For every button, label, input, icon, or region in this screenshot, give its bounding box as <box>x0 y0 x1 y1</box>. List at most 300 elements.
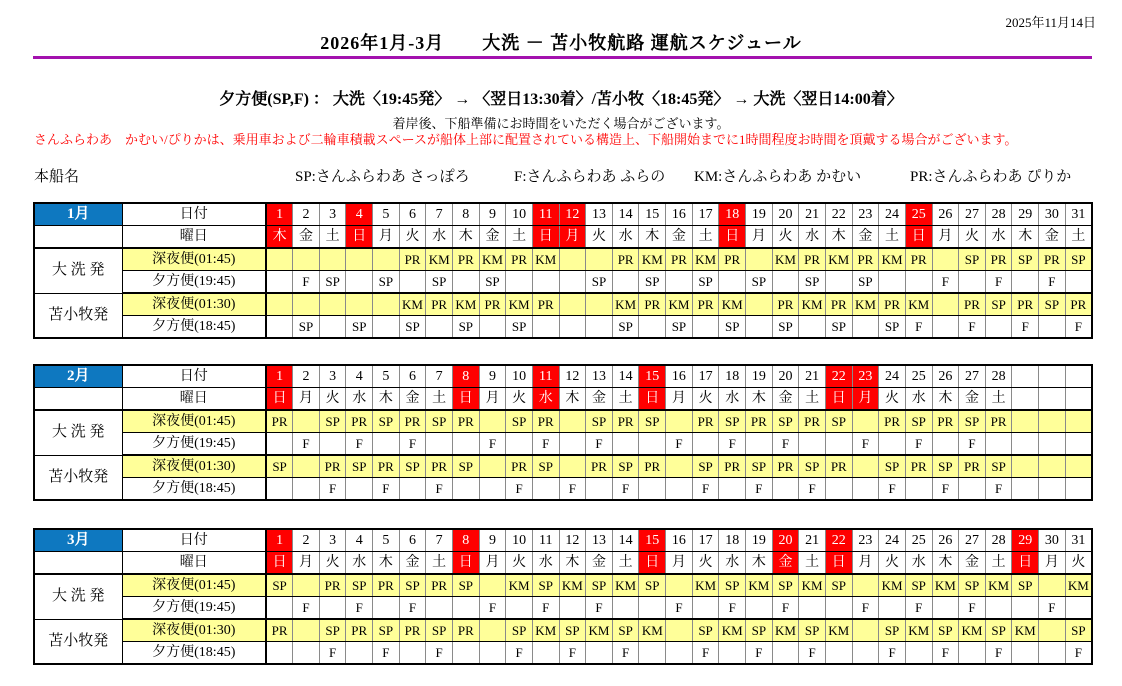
ship-cell: F <box>506 642 533 665</box>
date-cell: 8 <box>452 203 479 226</box>
date-cell: 29 <box>1012 203 1039 226</box>
ship-cell: SP <box>1065 619 1092 642</box>
ship-cell <box>1012 433 1039 456</box>
ship-cell: PR <box>506 248 533 271</box>
ship-cell: PR <box>399 248 426 271</box>
weekday-cell: 月 <box>293 552 320 575</box>
weekday-row <box>34 552 1092 575</box>
oarai-evening-row <box>34 433 1092 456</box>
date-cell: 1 <box>266 203 293 226</box>
ship-cell: F <box>719 433 746 456</box>
weekday-cell: 水 <box>985 226 1012 249</box>
ship-cell: SP <box>479 271 506 294</box>
weekday-cell: 日 <box>266 388 293 411</box>
ship-cell <box>825 478 852 501</box>
ship-cell <box>985 316 1012 339</box>
ship-cell: SP <box>266 455 293 478</box>
ship-cell: PR <box>319 455 346 478</box>
schedule-table-march <box>33 528 1093 665</box>
ship-cell <box>852 619 879 642</box>
ship-cell <box>559 248 586 271</box>
ship-cell: PR <box>399 410 426 433</box>
weekday-cell: 日 <box>825 552 852 575</box>
ship-cell: KM <box>612 293 639 316</box>
date-row-header: 日付 <box>122 529 266 552</box>
ship-cell <box>452 271 479 294</box>
ship-cell <box>586 293 613 316</box>
ship-cell <box>399 478 426 501</box>
weekday-cell: 木 <box>559 388 586 411</box>
ship-cell: SP <box>825 574 852 597</box>
weekday-cell: 日 <box>452 552 479 575</box>
ship-cell: SP <box>879 455 906 478</box>
date-cell: 24 <box>879 203 906 226</box>
ship-cell: PR <box>905 248 932 271</box>
ship-cell <box>692 597 719 620</box>
weekday-cell: 水 <box>532 552 559 575</box>
ship-cell: F <box>719 597 746 620</box>
date-cell: 2 <box>293 203 320 226</box>
ship-cell: KM <box>772 248 799 271</box>
ship-cell: SP <box>373 271 400 294</box>
ship-cell: SP <box>692 455 719 478</box>
date-cell: 2 <box>293 365 320 388</box>
ship-cell <box>1065 433 1092 456</box>
date-cell: 28 <box>985 203 1012 226</box>
ship-cell: PR <box>346 619 373 642</box>
ship-cell: F <box>879 478 906 501</box>
ship-cell <box>559 597 586 620</box>
weekday-row <box>34 388 1092 411</box>
ship-cell: KM <box>905 293 932 316</box>
ship-cell <box>772 478 799 501</box>
oarai-midnight-row <box>34 410 1092 433</box>
ship-cell: SP <box>319 271 346 294</box>
ship-cell <box>479 619 506 642</box>
ship-cell <box>373 248 400 271</box>
weekday-cell: 土 <box>1065 226 1092 249</box>
ship-cell <box>719 642 746 665</box>
weekday-cell: 土 <box>612 388 639 411</box>
ship-cell: SP <box>426 271 453 294</box>
ship-cell: F <box>959 597 986 620</box>
ship-cell <box>399 271 426 294</box>
ship-cell <box>479 478 506 501</box>
weekday-cell: 水 <box>719 388 746 411</box>
ship-cell <box>559 293 586 316</box>
ship-cell: SP <box>799 455 826 478</box>
ship-cell: KM <box>639 619 666 642</box>
weekday-cell: 月 <box>746 226 773 249</box>
ship-cell <box>1065 410 1092 433</box>
ship-cell: F <box>905 316 932 339</box>
ship-cell: SP <box>346 316 373 339</box>
ship-cell <box>266 433 293 456</box>
date-cell: 7 <box>426 203 453 226</box>
port-label-tomakomai: 苫小牧発 <box>34 455 122 500</box>
ship-cell: SP <box>959 248 986 271</box>
ship-cell <box>373 316 400 339</box>
ship-cell: PR <box>532 410 559 433</box>
date-cell: 26 <box>932 365 959 388</box>
ship-cell <box>293 642 320 665</box>
date-cell: 27 <box>959 365 986 388</box>
ship-cell: SP <box>905 410 932 433</box>
title-rule <box>33 56 1092 59</box>
date-cell: 24 <box>879 365 906 388</box>
ship-cell: F <box>932 642 959 665</box>
ship-cell: SP <box>639 574 666 597</box>
weekday-cell: 日 <box>905 226 932 249</box>
date-cell: 30 <box>1039 529 1066 552</box>
ship-cell <box>666 574 693 597</box>
date-cell: 15 <box>639 203 666 226</box>
ship-cell: F <box>692 642 719 665</box>
ship-cell: SP <box>586 574 613 597</box>
ship-cell <box>932 597 959 620</box>
weekday-row <box>34 226 1092 249</box>
ship-cell: SP <box>692 619 719 642</box>
ship-cell: PR <box>452 410 479 433</box>
ship-cell: KM <box>932 574 959 597</box>
ship-cell: PR <box>586 455 613 478</box>
weekday-cell: 土 <box>612 552 639 575</box>
ship-cell: PR <box>426 293 453 316</box>
ship-cell: SP <box>1039 293 1066 316</box>
weekday-cell: 火 <box>1065 552 1092 575</box>
weekday-cell: 火 <box>692 388 719 411</box>
date-cell: 3 <box>319 365 346 388</box>
weekday-cell: 火 <box>586 226 613 249</box>
weekday-cell: 木 <box>825 226 852 249</box>
ship-cell: SP <box>879 316 906 339</box>
weekday-cell <box>1039 388 1066 411</box>
ship-cell: F <box>1012 316 1039 339</box>
ship-cell <box>932 293 959 316</box>
ship-cell: KM <box>825 619 852 642</box>
ship-cell <box>346 248 373 271</box>
date-cell: 22 <box>825 529 852 552</box>
oarai-midnight-header: 深夜便(01:45) <box>122 574 266 597</box>
weekday-cell: 木 <box>452 226 479 249</box>
weekday-cell: 水 <box>719 552 746 575</box>
weekday-cell: 月 <box>666 388 693 411</box>
weekday-cell: 水 <box>532 388 559 411</box>
ship-cell: F <box>985 478 1012 501</box>
date-cell: 12 <box>559 529 586 552</box>
ship-cell: F <box>959 316 986 339</box>
ship-cell: KM <box>506 574 533 597</box>
weekday-cell: 土 <box>426 552 453 575</box>
date-cell: 18 <box>719 203 746 226</box>
month-label: 1月 <box>34 203 122 226</box>
weekday-cell: 日 <box>1012 552 1039 575</box>
ship-cell <box>266 271 293 294</box>
date-cell: 4 <box>346 365 373 388</box>
ship-cell: PR <box>1039 248 1066 271</box>
ship-cell: SP <box>799 271 826 294</box>
ship-cell <box>586 248 613 271</box>
ship-name-label: 本船名 <box>34 169 80 185</box>
ship-cell: PR <box>452 248 479 271</box>
ship-cell: PR <box>825 293 852 316</box>
weekday-cell: 金 <box>959 388 986 411</box>
date-cell: 11 <box>532 203 559 226</box>
ship-cell: SP <box>772 410 799 433</box>
ship-cell <box>319 293 346 316</box>
ship-cell: SP <box>346 574 373 597</box>
legend-ship-sp: SP:さんふらわあ さっぽろ <box>295 169 470 185</box>
date-cell: 4 <box>346 203 373 226</box>
ship-cell <box>1039 410 1066 433</box>
weekday-cell: 日 <box>346 226 373 249</box>
date-cell: 27 <box>959 529 986 552</box>
weekday-cell: 日 <box>452 388 479 411</box>
ship-cell: KM <box>559 574 586 597</box>
ship-cell: PR <box>373 574 400 597</box>
ship-cell: SP <box>426 410 453 433</box>
weekday-cell: 月 <box>559 226 586 249</box>
date-cell: 10 <box>506 365 533 388</box>
date-cell: 22 <box>825 365 852 388</box>
ship-cell: F <box>1065 316 1092 339</box>
ship-cell <box>746 597 773 620</box>
ship-cell: F <box>559 478 586 501</box>
date-cell: 1 <box>266 365 293 388</box>
ship-cell <box>1012 597 1039 620</box>
weekday-cell: 火 <box>506 552 533 575</box>
ship-cell: F <box>586 433 613 456</box>
date-cell: 25 <box>905 529 932 552</box>
date-cell: 15 <box>639 365 666 388</box>
date-cell: 10 <box>506 529 533 552</box>
weekday-cell: 土 <box>985 388 1012 411</box>
ship-cell: F <box>1065 642 1092 665</box>
ship-cell <box>506 433 533 456</box>
ship-cell <box>266 293 293 316</box>
ship-cell: PR <box>266 619 293 642</box>
date-cell: 9 <box>479 529 506 552</box>
ship-cell: KM <box>905 619 932 642</box>
ship-cell <box>879 271 906 294</box>
ship-cell: SP <box>612 619 639 642</box>
weekday-cell: 水 <box>612 226 639 249</box>
month-label: 2月 <box>34 365 122 388</box>
ship-cell: KM <box>639 248 666 271</box>
ship-cell: PR <box>692 293 719 316</box>
weekday-cell: 月 <box>479 388 506 411</box>
ship-cell: SP <box>426 619 453 642</box>
ship-cell: SP <box>319 410 346 433</box>
ship-legend <box>34 165 1104 187</box>
ship-cell <box>452 478 479 501</box>
ship-cell: F <box>932 478 959 501</box>
date-cell: 25 <box>905 365 932 388</box>
ship-cell: F <box>1039 271 1066 294</box>
weekday-cell: 水 <box>426 226 453 249</box>
ship-cell: SP <box>319 619 346 642</box>
ship-cell: F <box>479 433 506 456</box>
ship-cell: SP <box>612 455 639 478</box>
ship-cell: PR <box>799 248 826 271</box>
ship-cell: SP <box>373 619 400 642</box>
ship-cell <box>879 597 906 620</box>
weekday-cell: 土 <box>799 388 826 411</box>
ship-cell <box>666 619 693 642</box>
date-cell: 6 <box>399 203 426 226</box>
ship-cell <box>692 316 719 339</box>
ship-cell <box>852 574 879 597</box>
ship-cell: SP <box>266 574 293 597</box>
ship-cell: F <box>346 433 373 456</box>
ship-cell: KM <box>719 293 746 316</box>
ship-cell: PR <box>879 410 906 433</box>
weekday-cell: 水 <box>905 388 932 411</box>
ship-cell <box>479 574 506 597</box>
weekday-row-header: 曜日 <box>122 226 266 249</box>
ship-cell: KM <box>799 293 826 316</box>
ship-cell <box>293 248 320 271</box>
date-cell: 26 <box>932 203 959 226</box>
weekday-cell: 月 <box>1039 552 1066 575</box>
ship-cell <box>346 271 373 294</box>
ship-cell: SP <box>1012 574 1039 597</box>
ship-cell: SP <box>799 619 826 642</box>
issued-date: 2025年11月14日 <box>1005 15 1096 30</box>
ship-cell: SP <box>639 271 666 294</box>
ship-cell: F <box>666 433 693 456</box>
ship-cell: F <box>799 642 826 665</box>
ship-cell: SP <box>985 455 1012 478</box>
ship-cell: SP <box>1065 248 1092 271</box>
weekday-cell <box>1065 388 1092 411</box>
date-cell <box>1039 365 1066 388</box>
ship-cell <box>559 410 586 433</box>
weekday-cell: 火 <box>399 226 426 249</box>
ship-cell <box>1012 642 1039 665</box>
oarai-evening-header: 夕方便(19:45) <box>122 433 266 456</box>
ship-cell: PR <box>985 410 1012 433</box>
ship-cell: PR <box>772 293 799 316</box>
ship-cell: F <box>746 478 773 501</box>
weekday-row-header: 曜日 <box>122 552 266 575</box>
ship-cell: F <box>479 597 506 620</box>
ship-cell: SP <box>532 455 559 478</box>
ship-cell: SP <box>959 574 986 597</box>
ship-cell <box>852 642 879 665</box>
ship-cell <box>506 271 533 294</box>
weekday-cell: 火 <box>319 552 346 575</box>
tomakomai-evening-row <box>34 478 1092 501</box>
ship-cell <box>293 478 320 501</box>
ship-cell: SP <box>772 574 799 597</box>
weekday-cell: 木 <box>639 226 666 249</box>
ship-cell <box>666 642 693 665</box>
ship-cell <box>559 433 586 456</box>
ship-cell <box>852 478 879 501</box>
date-row <box>34 365 1092 388</box>
ship-cell <box>905 478 932 501</box>
ship-cell: F <box>373 478 400 501</box>
tomakomai-evening-header: 夕方便(18:45) <box>122 316 266 339</box>
weekday-cell: 土 <box>879 226 906 249</box>
ship-cell <box>479 316 506 339</box>
ship-cell: SP <box>532 574 559 597</box>
weekday-cell: 火 <box>772 226 799 249</box>
ship-cell <box>799 433 826 456</box>
ship-cell <box>1039 478 1066 501</box>
ship-cell: PR <box>692 410 719 433</box>
ship-cell: KM <box>772 619 799 642</box>
date-cell: 9 <box>479 203 506 226</box>
ship-cell <box>293 574 320 597</box>
date-cell: 8 <box>452 529 479 552</box>
weekday-cell: 金 <box>586 388 613 411</box>
ship-cell: KM <box>719 619 746 642</box>
ship-cell: F <box>959 433 986 456</box>
ship-cell <box>1039 619 1066 642</box>
ship-cell: SP <box>719 316 746 339</box>
ship-cell: F <box>905 597 932 620</box>
date-cell: 4 <box>346 529 373 552</box>
ship-cell <box>399 642 426 665</box>
ship-cell <box>532 642 559 665</box>
date-cell: 16 <box>666 203 693 226</box>
ship-cell: F <box>612 642 639 665</box>
ship-cell: SP <box>399 574 426 597</box>
ship-cell <box>985 597 1012 620</box>
month-label: 3月 <box>34 529 122 552</box>
ship-cell: KM <box>692 574 719 597</box>
date-cell: 17 <box>692 529 719 552</box>
ship-cell <box>639 597 666 620</box>
date-cell: 8 <box>452 365 479 388</box>
ship-cell: SP <box>559 619 586 642</box>
date-cell: 14 <box>612 203 639 226</box>
weekday-cell: 水 <box>346 388 373 411</box>
date-cell: 20 <box>772 529 799 552</box>
ship-cell: SP <box>932 619 959 642</box>
ship-cell <box>932 433 959 456</box>
ship-cell <box>1065 455 1092 478</box>
weekday-cell: 火 <box>879 388 906 411</box>
weekday-cell: 金 <box>666 226 693 249</box>
ship-cell: KM <box>825 248 852 271</box>
ship-cell <box>1039 433 1066 456</box>
ship-cell <box>1012 410 1039 433</box>
ship-cell: SP <box>746 271 773 294</box>
date-row-header: 日付 <box>122 365 266 388</box>
ship-cell <box>266 642 293 665</box>
ship-cell <box>825 433 852 456</box>
ship-cell: PR <box>532 293 559 316</box>
ship-cell: SP <box>959 410 986 433</box>
tomakomai-evening-row <box>34 642 1092 665</box>
port-label-tomakomai: 苫小牧発 <box>34 293 122 338</box>
ship-cell: F <box>586 597 613 620</box>
ship-cell <box>825 597 852 620</box>
vehicle-warning-note: さんふらわあ かむい/ぴりかは、乗用車および二輪車積載スペースが船体上部に配置されている構造上、下船開始までに1時間程度お時間を頂戴する場合がございます。 <box>34 132 1018 147</box>
ship-cell: PR <box>799 410 826 433</box>
ship-cell <box>746 248 773 271</box>
ship-cell <box>319 316 346 339</box>
ship-cell <box>293 619 320 642</box>
ship-cell <box>426 316 453 339</box>
weekday-cell: 土 <box>692 226 719 249</box>
weekday-cell: 日 <box>639 388 666 411</box>
ship-cell: PR <box>452 619 479 642</box>
ship-cell <box>479 455 506 478</box>
